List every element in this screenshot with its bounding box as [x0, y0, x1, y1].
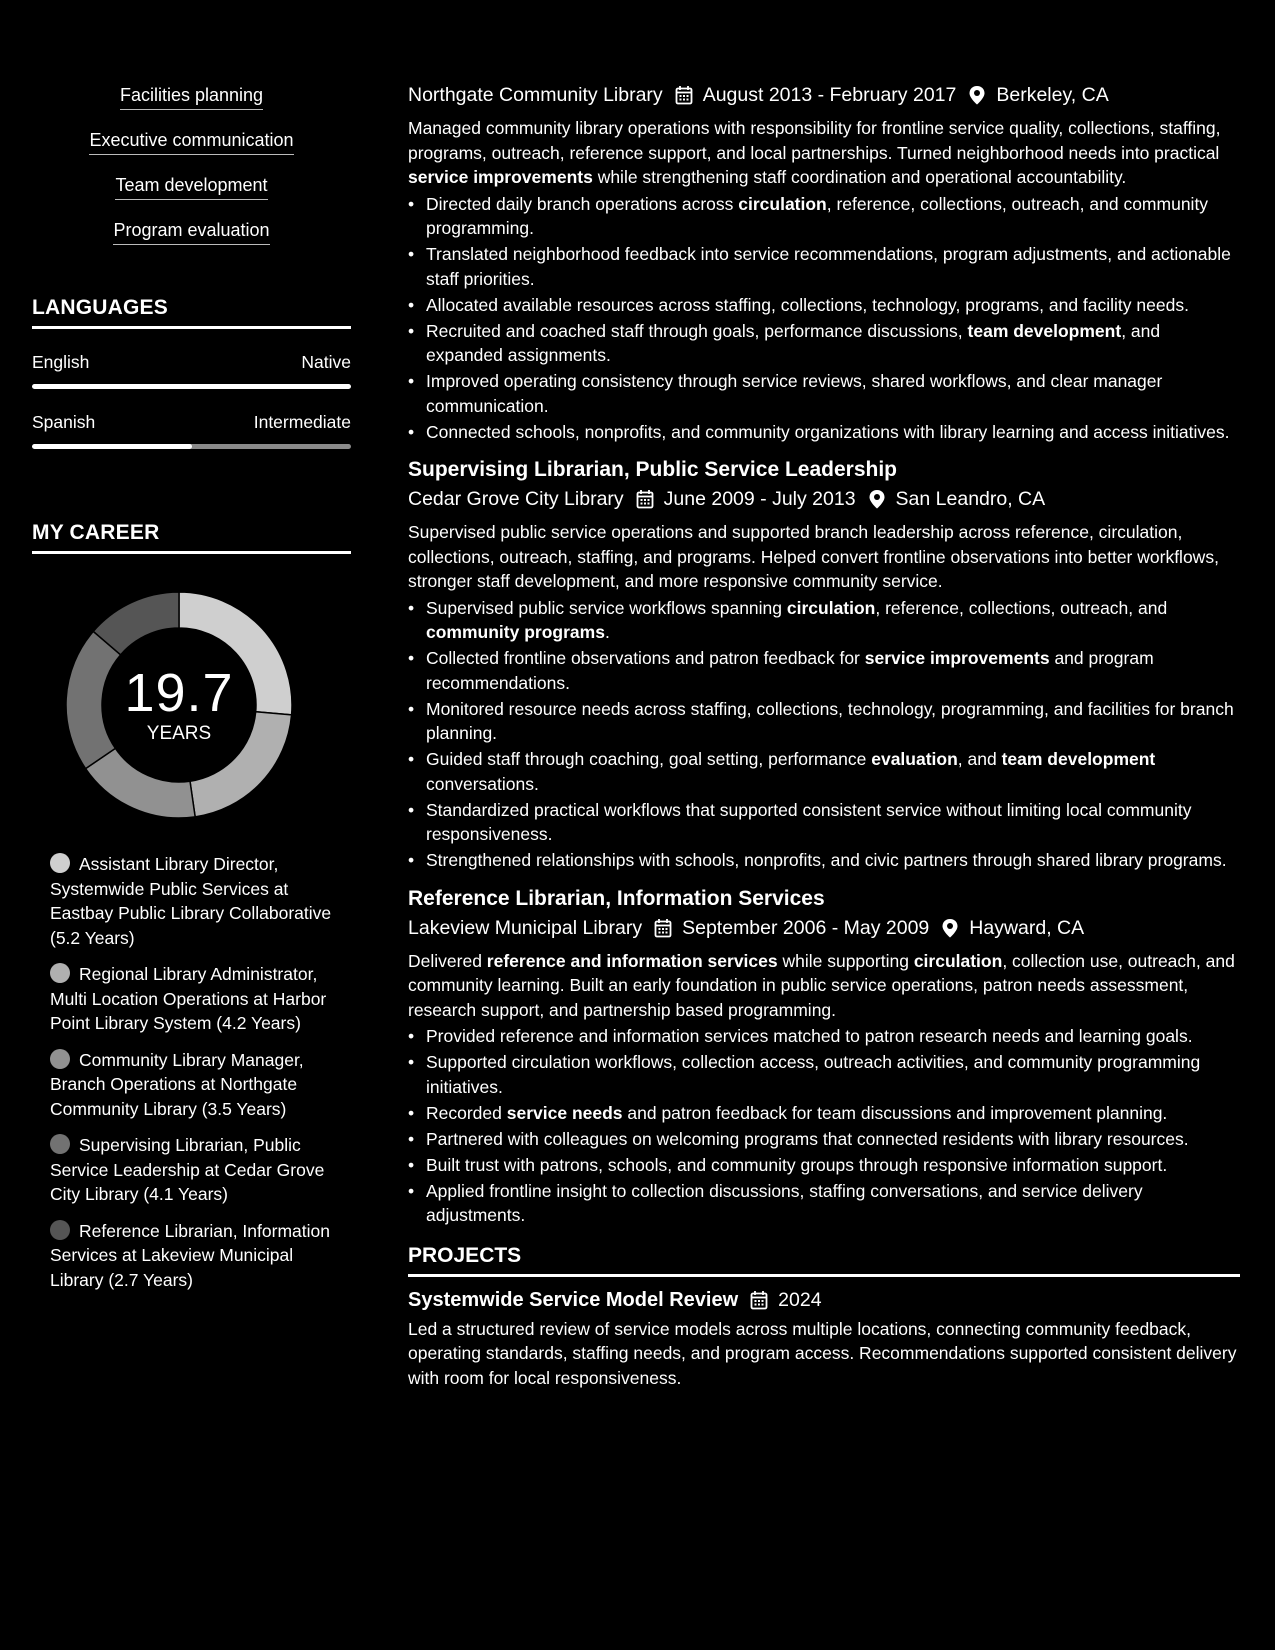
job-bullets [408, 1024, 1240, 1228]
calendar-icon [750, 1290, 768, 1310]
career-heading: MY CAREER [32, 521, 351, 554]
location-pin-icon [868, 489, 886, 509]
career-legend-item [50, 1219, 332, 1293]
career-legend-item [50, 1133, 332, 1207]
language-proficiency-fill [32, 444, 192, 449]
job-location: Hayward, CA [969, 916, 1085, 939]
job-description: Supervised public service operations and supported branch leadership across reference, circulation, collections, outreach, staffing, and programs. Helped convert frontline observations into better workflows, stronger staff development, and more responsive community service. [408, 522, 1219, 591]
job-bullet: • Supervised public service workflows spanning circulation, reference, collections, outreach, and community programs. [408, 596, 1240, 645]
job-meta [408, 913, 1240, 943]
job-description: Delivered reference and information services while supporting circulation, collection use, outreach, and community learning. Built an early foundation in public service operations, patron needs assessment, research support, and partnership based programming. [408, 950, 1235, 1020]
language-proficiency-bar [32, 444, 351, 449]
job-dates: August 2013 - February 2017 [702, 84, 957, 106]
career-legend-text: Assistant Library Director, Systemwide Public Services at Eastbay Public Library Collaborative (5.2 Years) [50, 854, 332, 948]
job-bullet: • Connected schools, nonprofits, and community organizations with library learning and access initiatives. [408, 420, 1240, 445]
language-proficiency-fill [32, 384, 351, 389]
location-pin-icon [941, 918, 959, 938]
job-bullet: • Directed daily branch operations across circulation, reference, collections, outreach, and community programming. [408, 192, 1240, 241]
job-bullets [408, 596, 1240, 873]
job-bullets [408, 192, 1240, 445]
job-description: Managed community library operations with responsibility for frontline service quality, collections, staffing, programs, outreach, reference support, and local partnerships. Turned neighborhood needs into practical service improvements while strengthening staff coordination and operational accountability. [408, 118, 1221, 187]
calendar-icon [654, 918, 672, 938]
language-english [32, 351, 351, 389]
skills-list [32, 84, 351, 264]
job-bullet: • Improved operating consistency through service reviews, shared workflows, and clear manager communication. [408, 369, 1240, 418]
language-level: Native [301, 352, 351, 372]
job-bullet: • Guided staff through coaching, goal setting, performance evaluation, and team development conversations. [408, 747, 1240, 796]
language-proficiency-bar [32, 384, 351, 389]
skill-item: Executive communication [89, 129, 293, 155]
job-bullet: • Allocated available resources across staffing, collections, technology, programs, and facility needs. [408, 293, 1240, 318]
job-bullet: • Recorded service needs and patron feedback for team discussions and improvement planning. [408, 1101, 1240, 1126]
languages-heading: LANGUAGES [32, 296, 351, 329]
projects-heading: PROJECTS [408, 1244, 1240, 1277]
job-organization: Northgate Community Library [408, 84, 663, 106]
job-entry [408, 80, 1240, 444]
skill-item: Facilities planning [120, 84, 263, 110]
job-bullet: • Applied frontline insight to collection discussions, staffing conversations, and service delivery adjustments. [408, 1179, 1240, 1228]
job-bullet: • Standardized practical workflows that supported consistent service without limiting local community responsiveness. [408, 798, 1240, 847]
project-description: Led a structured review of service models across multiple locations, connecting community feedback, operating standards, staffing needs, and program access. Recommendations supported consistent delivery with room for local responsiveness. [408, 1318, 1237, 1388]
legend-dot-icon [50, 1134, 70, 1154]
legend-dot-icon [50, 963, 70, 983]
legend-dot-icon [50, 1220, 70, 1240]
job-entry [408, 885, 1240, 1228]
job-bullet: • Monitored resource needs across staffing, collections, technology, programming, and facilities for branch planning. [408, 697, 1240, 746]
language-level: Intermediate [253, 412, 351, 432]
job-bullet: • Translated neighborhood feedback into service recommendations, program adjustments, and actionable staff priorities. [408, 242, 1240, 291]
calendar-icon [636, 489, 654, 509]
job-title: Supervising Librarian, Public Service Leadership [408, 458, 897, 481]
job-bullet: • Provided reference and information services matched to patron research needs and learning goals. [408, 1024, 1240, 1049]
language-name: Spanish [32, 412, 96, 432]
job-organization: Lakeview Municipal Library [408, 916, 643, 939]
main-content [408, 80, 1240, 1390]
career-donut-chart [32, 592, 351, 832]
career-total-unit: YEARS [146, 723, 212, 744]
career-legend-text: Reference Librarian, Information Services at Lakeview Municipal Library (2.7 Years) [50, 1220, 330, 1290]
job-organization: Cedar Grove City Library [408, 488, 624, 510]
legend-dot-icon [50, 1049, 70, 1069]
skill-item: Program evaluation [113, 219, 269, 245]
career-legend-text: Regional Library Administrator, Multi Location Operations at Harbor Point Library System (4.2 Years) [50, 964, 327, 1033]
job-location: San Leandro, CA [895, 488, 1046, 510]
job-bullet: • Supported circulation workflows, collection access, outreach activities, and community programming initiatives. [408, 1050, 1240, 1099]
career-legend-item [50, 852, 332, 950]
job-bullet: • Recruited and coached staff through goals, performance discussions, team development, and expanded assignments. [408, 319, 1240, 368]
career-legend-item [50, 962, 332, 1036]
job-bullet: • Strengthened relationships with schools, nonprofits, and civic partners through shared library programs. [408, 848, 1240, 873]
project-title: Systemwide Service Model Review [408, 1288, 739, 1311]
donut-center [66, 592, 292, 818]
language-spanish [32, 411, 351, 449]
job-meta [408, 80, 1240, 110]
project-meta [408, 1285, 1240, 1315]
career-legend-text: Supervising Librarian, Public Service Leadership at Cedar Grove City Library (4.1 Years) [50, 1135, 325, 1204]
job-bullet: • Collected frontline observations and patron feedback for service improvements and program recommendations. [408, 646, 1240, 695]
project-year: 2024 [778, 1288, 822, 1311]
career-total-years: 19.7 [124, 663, 234, 723]
job-bullet: • Partnered with colleagues on welcoming programs that connected residents with library resources. [408, 1127, 1240, 1152]
location-pin-icon [968, 85, 986, 105]
project-entry [408, 1285, 1240, 1391]
legend-dot-icon [50, 853, 70, 873]
language-name: English [32, 352, 90, 372]
job-bullet: • Built trust with patrons, schools, and community groups through responsive information support. [408, 1153, 1240, 1178]
sidebar [32, 84, 351, 1304]
job-location: Berkeley, CA [996, 84, 1109, 106]
skill-item: Team development [115, 174, 267, 200]
career-legend-text: Community Library Manager, Branch Operations at Northgate Community Library (3.5 Years) [50, 1049, 304, 1119]
career-legend [32, 852, 332, 1292]
job-dates: June 2009 - July 2013 [663, 488, 856, 510]
career-legend-item [50, 1048, 332, 1122]
job-entry [408, 456, 1240, 873]
calendar-icon [675, 85, 693, 105]
job-dates: September 2006 - May 2009 [682, 916, 930, 939]
job-title: Reference Librarian, Information Services [408, 886, 825, 910]
job-meta [408, 484, 1240, 514]
